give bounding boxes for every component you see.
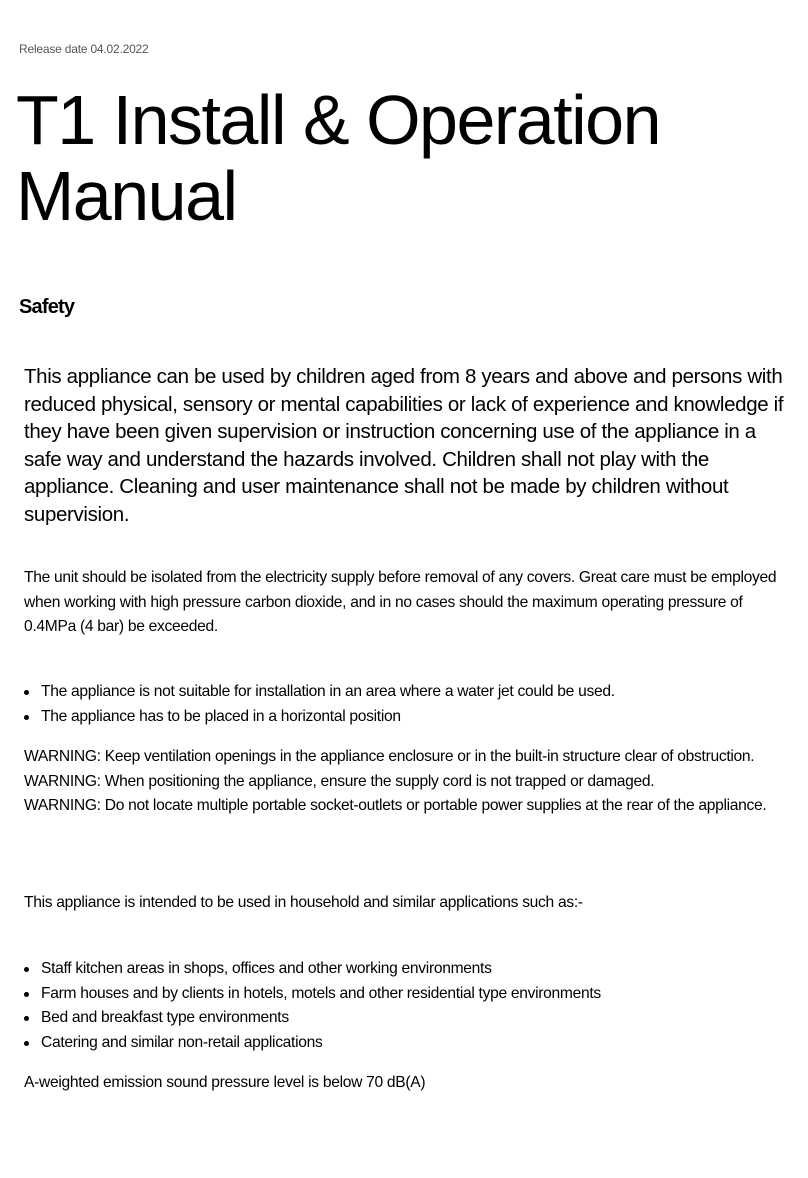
list-item: Staff kitchen areas in shops, offices and other working environments [24, 957, 796, 982]
list-item: Catering and similar non-retail applications [24, 1031, 796, 1056]
list-item: Farm houses and by clients in hotels, motels and other residential type environments [24, 982, 796, 1007]
warning-supply-cord: WARNING: When positioning the appliance, ensure the supply cord is not trapped or damaged. [24, 772, 655, 790]
page-title: T1 Install & Operation Manual [16, 81, 660, 235]
warning-ventilation: WARNING: Keep ventilation openings in the appliance enclosure or in the built-in structure clear of obstruction. [24, 748, 755, 765]
warning-socket-outlets: WARNING: Do not locate multiple portable socket-outlets or portable power supplies at the rear of the appliance. [24, 797, 767, 814]
use-bullet-list [24, 957, 796, 1055]
release-date: Release date 04.02.2022 [19, 42, 149, 56]
section-heading-safety: Safety [19, 296, 75, 318]
safety-intro-paragraph: This appliance can be used by children aged from 8 years and above and persons with reduced physical, sensory or mental capabilities or lack of experience and knowledge if they have been given supervision or instruction concerning use of the appliance in a safe way and understand the hazards involved. Children shall not play with the appliance. Cleaning and user maintenance shall not be made by children without supervision. [24, 365, 784, 526]
sound-level-paragraph: A-weighted emission sound pressure level is below 70 dB(A) [24, 1074, 426, 1091]
placement-bullet-list [24, 680, 796, 729]
isolation-note-paragraph: The unit should be isolated from the electricity supply before removal of any covers. Great care must be employed when working with high pressure carbon dioxide, and in no cases should the maximum operating pressure of 0.4MPa (4 bar) be exceeded. [24, 569, 777, 635]
list-item: The appliance has to be placed in a horizontal position [24, 705, 796, 730]
warnings-block [24, 745, 796, 819]
list-item: The appliance is not suitable for installation in an area where a water jet could be used. [24, 680, 796, 705]
intended-use-paragraph: This appliance is intended to be used in household and similar applications such as:- [24, 894, 583, 911]
list-item: Bed and breakfast type environments [24, 1006, 796, 1031]
